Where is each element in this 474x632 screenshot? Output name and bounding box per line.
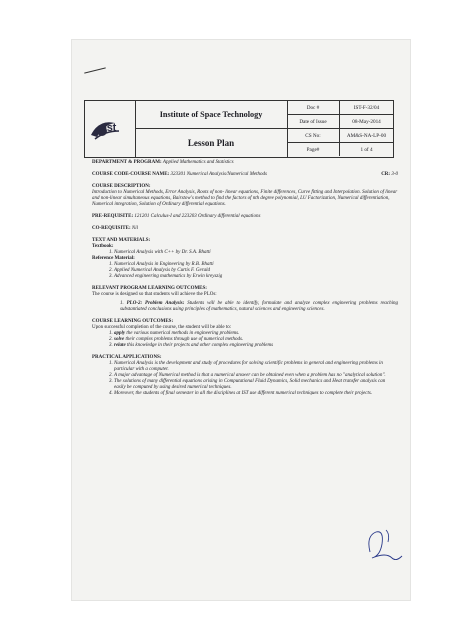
meta-value: 1 of 4 [360,146,373,153]
meta-row [287,115,393,129]
clo-heading: COURSE LEARNING OUTCOMES: [92,319,174,324]
course-line [92,172,398,178]
institute-name: Institute of Space Technology [135,101,287,129]
materials-section [92,238,398,280]
corequisite-label: CO-REQUISITE: [92,226,131,231]
prerequisite-value: 121201 Calculus-I and 223203 Ordinary differential equations [134,214,261,219]
document-body [92,160,398,397]
department-value: Applied Mathematics and Statistics [162,160,234,165]
reference-label: Reference Material: [92,256,135,261]
plo-item: 1. PLO-2: Problem Analysis: Students will be able to identify, formulate and analyze complex engineering problems reaching substantiated conclusions using principles of mathematics, natural sciences and engineering sciences. [120,301,399,312]
meta-label: Page# [287,143,340,156]
title-cell [135,101,288,157]
plo-intro: The course is designed so that students will achieve the PLOs: [92,292,217,297]
meta-row [287,129,393,143]
textbook-item: 1. Numerical Analysis with C++ by Dr. S.A. Bhatti [114,250,398,256]
meta-value: IST-F-32/04 [353,104,380,111]
logo-text: ist [104,122,116,134]
practical-item: 2. A major advantage of Numerical method is that a numerical answer can be obtained even when a problem has no "analytical solution". [114,373,398,379]
cr-label: CR: [381,172,391,177]
plo-heading: RELEVANT PROGRAM LEARNING OUTCOMES: [92,286,207,291]
reference-item: 2. Applied Numerical Analysis by Curtis F. Gerald [114,268,398,274]
meta-row [287,143,393,157]
corequisite-line [92,226,398,232]
prerequisite-label: PRE-REQUISITE: [92,214,134,219]
practical-item: 3. The solutions of many differential equations arising in Computational Fluid Dynamics, Solid mechanics and Heat transfer analysis can easily be computed by using desired numerical techniques. [114,379,398,391]
plo-section [92,286,398,313]
description-section [92,184,398,208]
header-table [84,100,394,158]
course-value: 323301 Numerical Analysis/Numerical Methods [170,172,267,177]
reference-item: 3. Advanced engineering mathematics by Erwin kreyszig [114,274,398,280]
clo-section [92,319,398,349]
meta-table [287,101,393,157]
plo-name: PLO-2: Problem Analysis: [126,301,185,306]
description-text: Introduction to Numerical Methods, Error Analysis, Roots of non- linear equations, Finite differences, Curve fitting and Interpolation. Solution of linear and non-linear simultaneous equations, Bairstow's method to find the factors of nth degree polynomial, LU Factorization, Numerical differentiation, Numerical integration, Solution of Ordinary differential equations. [92,190,398,207]
reference-item: 1. Numerical Analysis in Engineering by R.B. Bhatti [114,262,398,268]
practical-item: 4. Moreover, the students of final semester in all the disciplines at IST use different numerical techniques to complete their projects. [114,391,398,397]
course-label: COURSE CODE-COURSE NAME: [92,172,170,177]
practical-section [92,355,398,397]
clo-item: 2. solve their complex problems through use of numerical methods. [114,337,398,343]
textbook-label: Textbook: [92,244,114,249]
meta-value: AM&S-NA-LP-00 [346,132,387,139]
plo-text: Students will be able to identify, formulate and analyze complex engineering problems reaching substantiated conclusions using principles of mathematics, natural sciences and engineering sciences. [120,301,399,312]
clo-item: 1. apply the various numerical methods in engineering problems. [114,331,398,337]
meta-row [287,101,393,115]
meta-value: 08-May-2014 [352,118,381,125]
prerequisite-line [92,214,398,220]
signature-icon [362,522,408,568]
materials-heading: TEXT AND MATERIALS: [92,238,151,243]
practical-item: 1. Numerical Analysis is the development and study of procedures for solving scientific problems in general and engineering problems in particular with a computer. [114,361,398,373]
corequisite-value: Nil [131,226,138,231]
document-title: Lesson Plan [187,138,235,148]
cr-value: 3-0 [391,172,398,177]
department-label: DEPARTMENT & PROGRAM: [92,160,162,165]
description-heading: COURSE DESCRIPTION: [92,184,151,189]
practical-heading: PRACTICAL APPLICATIONS: [92,355,162,360]
clo-item: 3. relate this knowledge in their projects and other complex engineering problems [114,343,398,349]
meta-label: Date of Issue [287,115,340,128]
meta-label: CS No: [287,129,340,142]
clo-intro: Upon successful completion of the course, the student will be able to: [92,325,232,330]
department-line [92,160,398,166]
meta-label: Doc # [287,101,340,114]
